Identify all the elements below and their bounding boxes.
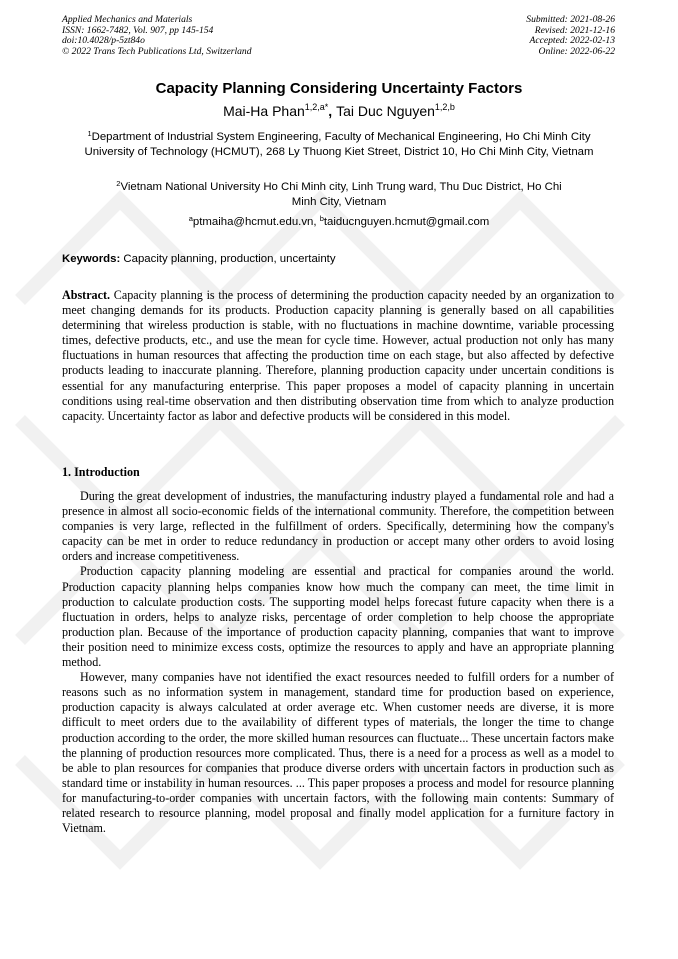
- journal-header-left: [62, 15, 252, 57]
- author-emails: [62, 215, 616, 230]
- author-name: Mai-Ha Phan: [223, 103, 305, 119]
- affiliation-2: [62, 180, 616, 209]
- keywords-label: Keywords:: [62, 253, 121, 265]
- author-name: Tai Duc Nguyen: [336, 103, 435, 119]
- journal-header-right: [526, 15, 615, 57]
- copyright-line: © 2022 Trans Tech Publications Ltd, Switzerland: [62, 45, 252, 57]
- email-link[interactable]: ptmaiha@hcmut.edu.vn,: [192, 216, 320, 228]
- keywords-text: Capacity planning, production, uncertainty: [120, 253, 336, 265]
- email-marker: a: [188, 214, 193, 223]
- introduction-body: [62, 489, 614, 836]
- author-affiliation-marker: 1,2,b: [434, 102, 455, 112]
- abstract: [62, 288, 614, 424]
- online-date: Online: 2022-06-22: [538, 45, 615, 57]
- email-marker: b: [319, 214, 324, 223]
- author-separator: ,: [328, 103, 337, 119]
- affiliation-text: Vietnam National University Ho Chi Minh city, Linh Trung ward, Thu Duc District, Ho Chi Minh City, Vietnam: [120, 181, 562, 208]
- revised-date: Revised: 2021-12-16: [534, 24, 615, 36]
- paragraph: During the great development of industries, the manufacturing industry played a fundamental role and had a presence in almost all socio-economic fields of the international community. Therefore, the competition between companies is very large, reflected in the fulfillment of orders. Specifically, determining how the company's capacity can be met in order to reduce redundancy in production or accept many other orders to avoid losing orders and increase competitiveness.: [62, 489, 614, 564]
- section-heading: 1. Introduction: [62, 465, 140, 479]
- author-line: [0, 103, 678, 119]
- affiliation-marker: 2: [116, 179, 121, 188]
- affiliation-1: [62, 130, 616, 159]
- email-link[interactable]: taiducnguyen.hcmut@gmail.com: [323, 216, 490, 228]
- abstract-label: Abstract.: [62, 288, 111, 302]
- abstract-text: Capacity planning is the process of determining the production capacity needed by an organization to meet changing demands for its products. Production capacity planning is generally based on all capabilities determining that wireless production is stable, with no fluctuations in machine downtime, variable processing times, defective products, etc., and use the mean for cycle time. However, actual production not only has many fluctuations in human resources that affecting the production time on each stage, but also affected by defective products leading to inaccurate planning. Therefore, planning production capacity under uncertain conditions is essential for any manufacturing enterprise. This paper proposes a model of capacity planning in uncertain conditions using real-time observation and then distributing observation time from which to analyze production capacity. Uncertainty factor as labor and defective products will be considered in this model.: [62, 288, 614, 423]
- keywords-line: [62, 253, 616, 265]
- paragraph: Production capacity planning modeling are essential and practical for companies around the world. Production capacity planning helps companies know how much the company can meet, the time limit in production to calculate production costs. The supporting model helps forecast future capacity when there is a fluctuation in orders, helps to analyze risks, percentage of order completion to help choose the appropriate production plan. Because of the importance of production capacity planning, companies that want to improve their position need to minimize excess costs, optimize the resources to apply and have an appropriate planning method.: [62, 564, 614, 670]
- submitted-date: Submitted: 2021-08-26: [526, 14, 615, 25]
- issn-line: ISSN: 1662-7482, Vol. 907, pp 145-154: [62, 24, 214, 36]
- doi-line: doi:10.4028/p-5zt84o: [62, 35, 145, 47]
- paper-title: Capacity Planning Considering Uncertainty Factors: [155, 80, 523, 97]
- paragraph: However, many companies have not identified the exact resources needed to fulfill orders for a number of reasons such as no information system in management, standard time for production based on experience, production capacity is always calculated at order average etc. When customer needs are diverse, it is more difficult to meet orders due to the availability of different types of materials, the longer the time to change production according to the order, the more skilled human resources can fluctuate... These uncertain factors make the planning of production resources more complicated. Thus, there is a need for a process as well as a model to be able to plan resources for companies that produce diverse orders with uncertain factors in production such as standard time or instability in human resources. ... This paper proposes a process and model for resource planning for manufacturing-to-order companies with uncertain factors, with the following main contents: Summary of related research to resource planning, model proposal and finally model application for a furniture factory in Vietnam.: [62, 670, 614, 836]
- affiliation-marker: 1: [87, 129, 92, 138]
- affiliation-text: Department of Industrial System Engineering, Faculty of Mechanical Engineering, Ho Chi Minh City University of Technology (HCMUT), 268 Ly Thuong Kiet Street, District 10, Ho Chi Minh City, Vietnam: [84, 131, 594, 158]
- journal-name: Applied Mechanics and Materials: [62, 14, 193, 25]
- author-affiliation-marker: 1,2,a*: [304, 102, 329, 112]
- accepted-date: Accepted: 2022-02-13: [529, 35, 615, 47]
